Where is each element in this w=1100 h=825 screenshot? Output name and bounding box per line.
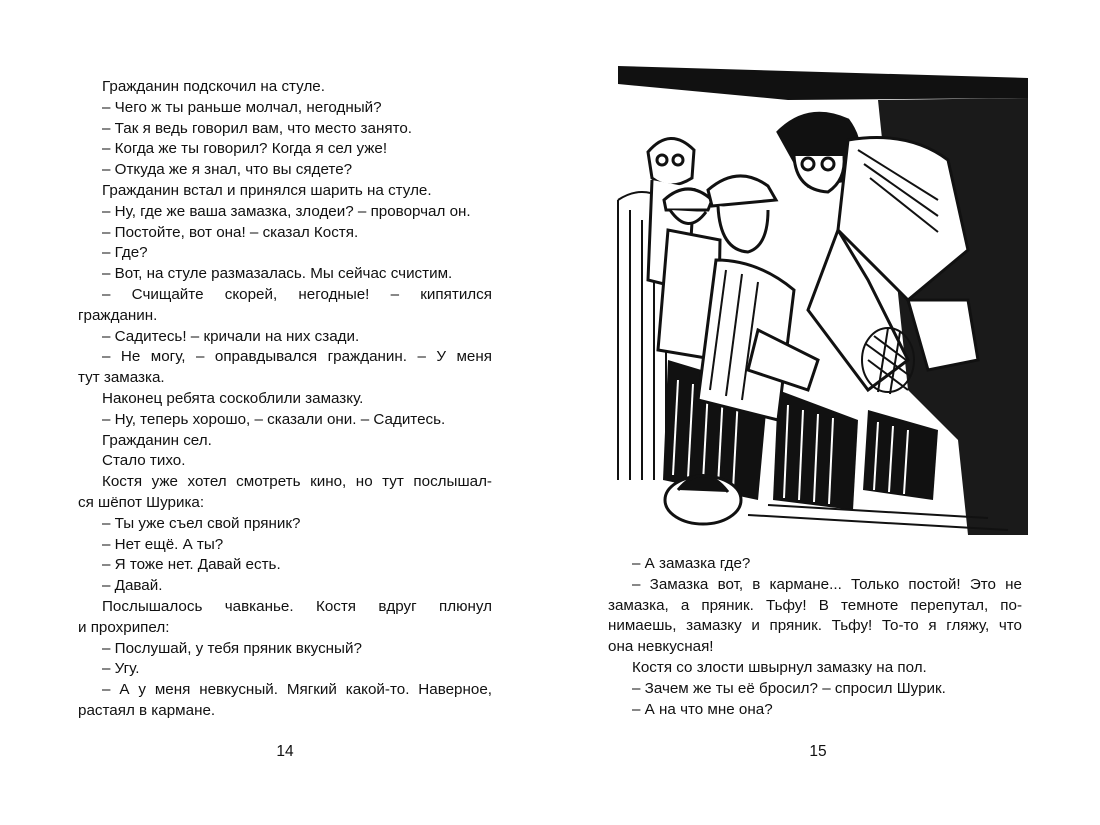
text-line: – Угу. (102, 660, 140, 678)
text-line: – Давай. (102, 577, 163, 595)
text-line: Стало тихо. (102, 452, 186, 470)
text-line: – Ну, теперь хорошо, – сказали они. – Садитесь. (102, 410, 446, 428)
text-line: – Чего ж ты раньше молчал, негодный? (102, 98, 382, 116)
right-page-text (608, 554, 1022, 720)
text-line: Послышалось чавканье. Костя вдруг плюнул (102, 597, 492, 615)
text-line: – Не могу, – оправдывался гражданин. – У меня (102, 348, 492, 366)
text-line: Гражданин сел. (102, 431, 212, 449)
text-line: – Ты уже съел свой пряник? (102, 514, 301, 532)
text-line: – Счищайте скорей, негодные! – кипятился (102, 285, 492, 303)
page-number: 14 (276, 743, 294, 760)
text-line: нимаешь, замазку и пряник. Тьфу! То-то я гляжу, что (608, 617, 1022, 635)
text-line: – Ну, где же ваша замазка, злодеи? – проворчал он. (102, 202, 471, 220)
text-line: Гражданин встал и принялся шарить на стуле. (102, 181, 432, 199)
text-line: – Нет ещё. А ты? (102, 535, 224, 553)
text-line: – Замазка вот, в кармане... Только постой! Это не (632, 575, 1022, 593)
text-line: – А у меня невкусный. Мягкий какой-то. Наверное, (102, 681, 492, 699)
text-line: Наконец ребята соскоблили замазку. (102, 389, 364, 407)
text-line: – Так я ведь говорил вам, что место занято. (102, 119, 413, 137)
text-line: замазка, а пряник. Тьфу! В темноте перепутал, по- (608, 596, 1022, 614)
page-number: 15 (809, 743, 827, 760)
text-line: – Постойте, вот она! – сказал Костя. (102, 223, 359, 241)
text-line: – Я тоже нет. Давай есть. (102, 556, 281, 574)
left-page-text (78, 77, 492, 722)
text-line: она невкусная! (608, 638, 714, 656)
text-line: – Где? (102, 244, 148, 262)
text-line: гражданин. (78, 306, 158, 324)
text-line: Гражданин подскочил на стуле. (102, 78, 325, 95)
text-line: – Когда же ты говорил? Когда я сел уже! (102, 140, 388, 158)
text-line: – А на что мне она? (632, 700, 773, 718)
right-page (550, 0, 1100, 825)
text-line: – Садитесь! – кричали на них сзади. (102, 327, 360, 345)
text-line: – А замазка где? (632, 555, 751, 572)
text-line: тут замазка. (78, 369, 165, 387)
text-line: и прохрипел: (78, 618, 170, 636)
text-line: – Зачем же ты её бросил? – спросил Шурик. (632, 679, 946, 697)
text-line: Костя со злости швырнул замазку на пол. (632, 658, 927, 676)
illustration-drawing (608, 60, 1028, 535)
text-line: – Послушай, у тебя пряник вкусный? (102, 639, 362, 657)
text-line: ся шёпот Шурика: (78, 493, 205, 511)
cinema-illustration (608, 60, 1028, 535)
text-line: – Откуда же я знал, что вы сядете? (102, 161, 353, 179)
text-line: – Вот, на стуле размазалась. Мы сейчас счистим. (102, 265, 453, 283)
text-line: растаял в кармане. (78, 701, 216, 719)
text-line: Костя уже хотел смотреть кино, но тут послышал- (102, 473, 492, 491)
